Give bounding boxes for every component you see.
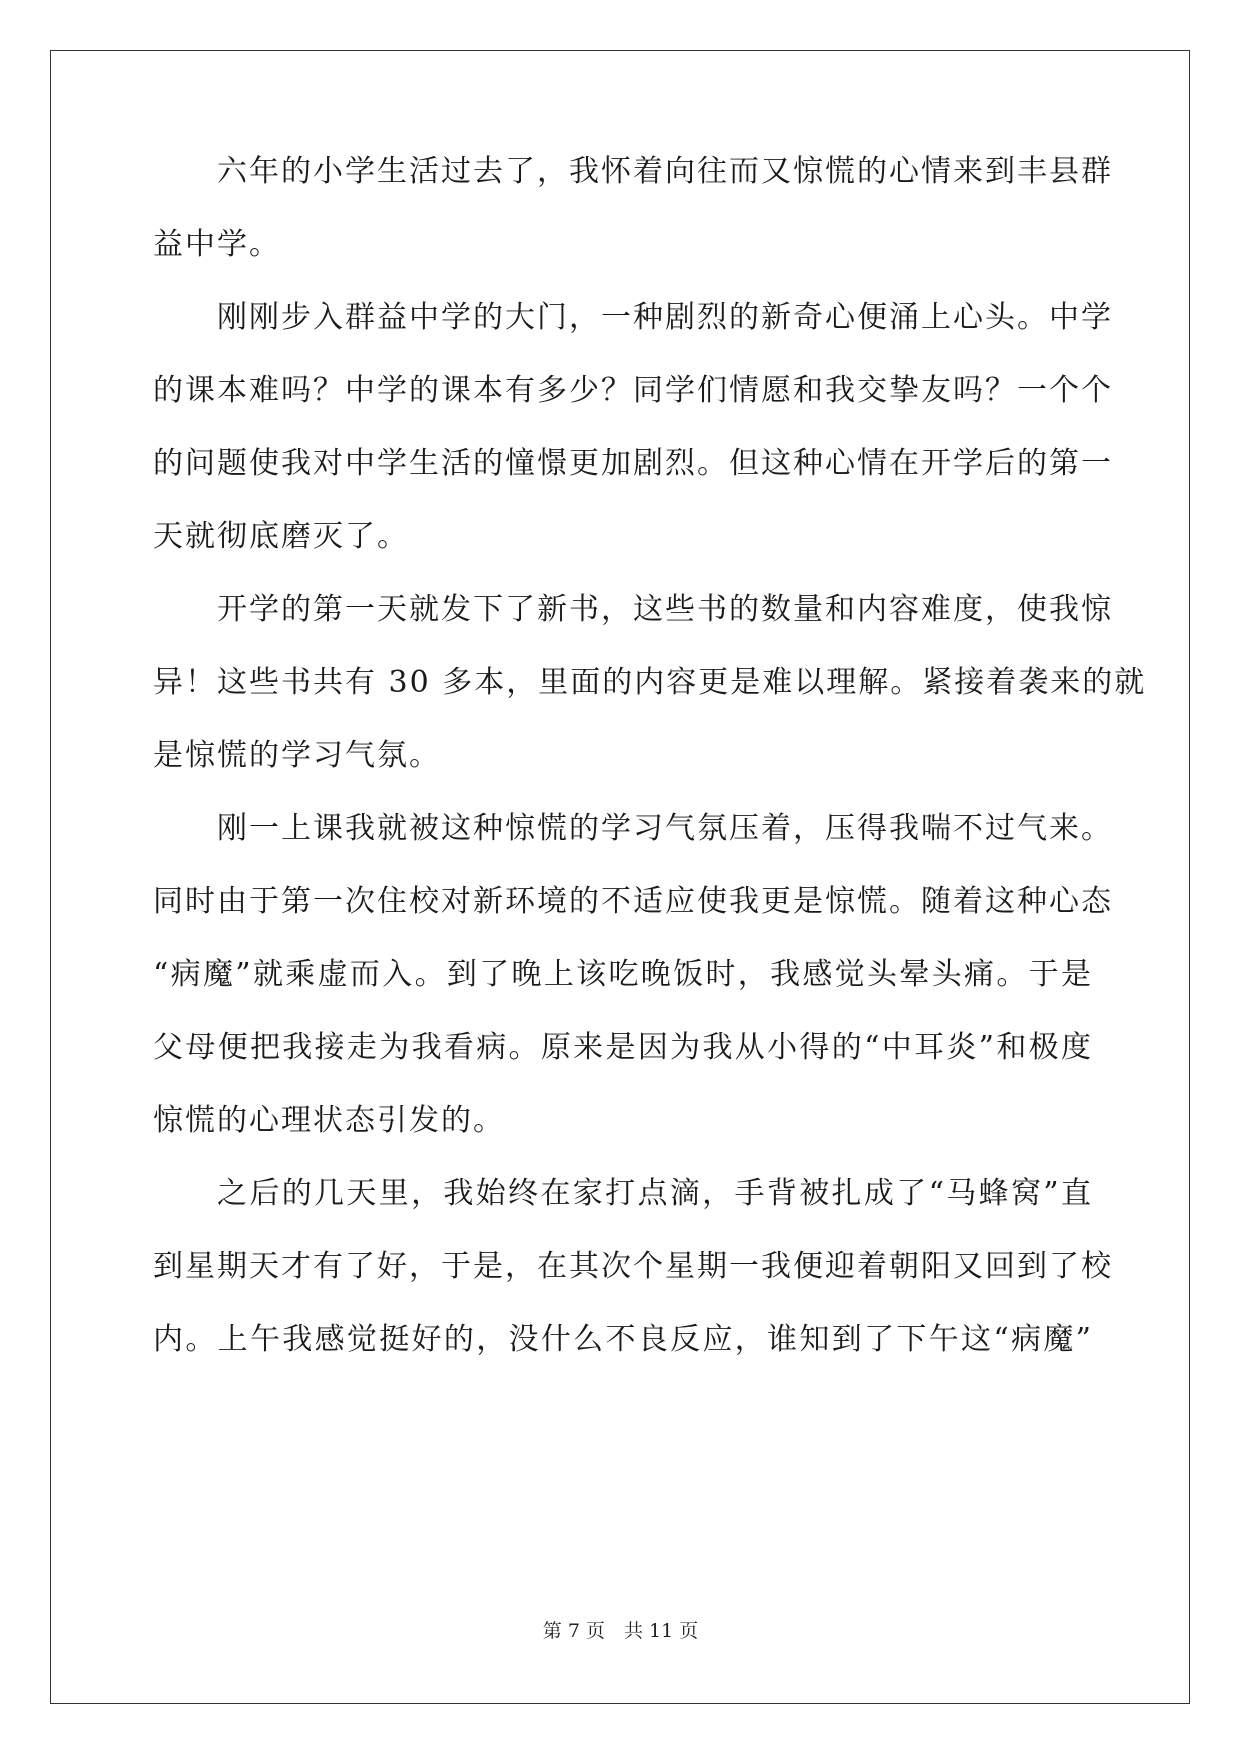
text-line: 的课本难吗？中学的课本有多少？同学们情愿和我交挚友吗？一个个 [153,373,1113,408]
text-line: 天就彻底磨灭了。 [153,519,409,554]
text-line: 惊慌的心理状态引发的。 [153,1103,505,1138]
text-line: “病魔”就乘虚而入。到了晚上该吃晚饭时，我感觉头晕头痛。于是 [153,957,1093,992]
text-line: 开学的第一天就发下了新书，这些书的数量和内容难度，使我惊 [217,592,1113,627]
text-line: 刚刚步入群益中学的大门，一种剧烈的新奇心便涌上心头。中学 [217,300,1113,335]
text-line: 父母便把我接走为我看病。原来是因为我从小得的“中耳炎”和极度 [153,1030,1093,1065]
text-line: 六年的小学生活过去了，我怀着向往而又惊慌的心情来到丰县群 [217,154,1113,189]
text-line: 的问题使我对中学生活的憧憬更加剧烈。但这种心情在开学后的第一 [153,446,1113,481]
text-line: 刚一上课我就被这种惊慌的学习气氛压着，压得我喘不过气来。 [217,811,1113,846]
page-number-footer: 第 7 页 共 11 页 [542,1620,699,1642]
text-line: 之后的几天里，我始终在家打点滴，手背被扎成了“马蜂窝”直 [217,1176,1093,1211]
text-line: 到星期天才有了好，于是，在其次个星期一我便迎着朝阳又回到了校 [153,1249,1113,1284]
text-line: 益中学。 [153,227,281,262]
text-line: 是惊慌的学习气氛。 [153,738,441,773]
text-line: 内。上午我感觉挺好的，没什么不良反应，谁知到了下午这“病魔” [153,1322,1093,1357]
text-line: 异！这些书共有 30 多本，里面的内容更是难以理解。紧接着袭来的就 [153,665,1147,700]
text-line: 同时由于第一次住校对新环境的不适应使我更是惊慌。随着这种心态 [153,884,1113,919]
